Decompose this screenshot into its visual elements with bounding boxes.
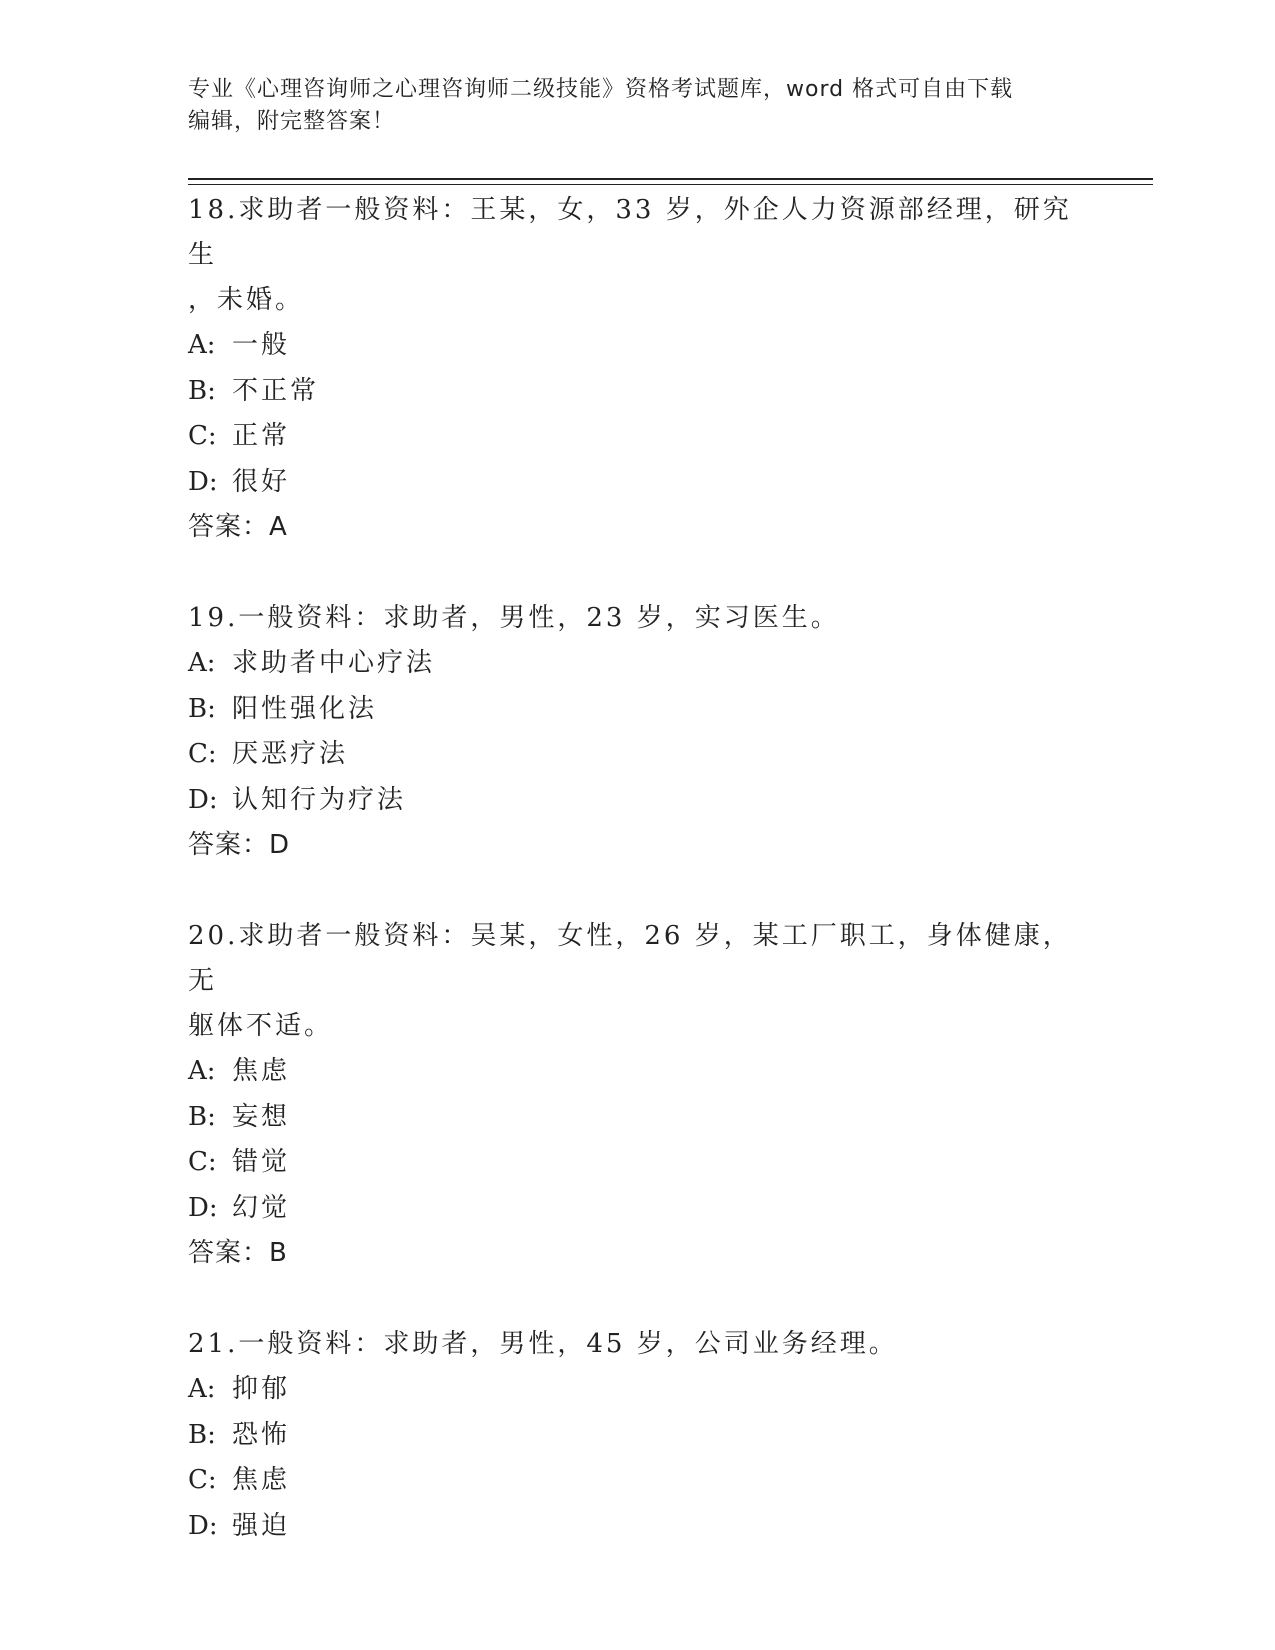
option-key: A: xyxy=(188,330,216,360)
option-c xyxy=(188,414,1088,460)
question-stem-line: 躯体不适。 xyxy=(188,1011,334,1041)
question-stem-line: 19.一般资料：求助者，男性，23 岁，实习医生。 xyxy=(188,603,840,633)
option-a xyxy=(188,1367,1088,1413)
option-d xyxy=(188,1186,1088,1232)
answer-line: 答案：B xyxy=(188,1238,288,1268)
question-stem xyxy=(188,914,1088,1049)
option-text: 焦虑 xyxy=(232,1056,291,1086)
option-d xyxy=(188,778,1088,824)
option-d xyxy=(188,460,1088,506)
question-19 xyxy=(188,596,1088,868)
option-a xyxy=(188,1049,1088,1095)
option-key: A: xyxy=(188,1374,216,1404)
option-text: 认知行为疗法 xyxy=(232,784,407,815)
header-divider-thin xyxy=(188,184,1153,185)
header-line-1: 专业《心理咨询师之心理咨询师二级技能》资格考试题库，word 格式可自由下载 xyxy=(188,77,1014,102)
option-key: B: xyxy=(188,1419,216,1450)
question-stem xyxy=(188,188,1088,323)
option-key: A: xyxy=(188,1056,216,1086)
option-text: 妄想 xyxy=(232,1101,291,1132)
option-key: B: xyxy=(188,375,216,406)
option-text: 恐怖 xyxy=(232,1419,291,1450)
option-key: C: xyxy=(188,1147,217,1177)
option-key: D: xyxy=(188,466,218,497)
option-text: 厌恶疗法 xyxy=(232,739,349,769)
option-key: B: xyxy=(188,1101,216,1132)
option-text: 阳性强化法 xyxy=(232,693,378,724)
option-c xyxy=(188,732,1088,778)
option-key: D: xyxy=(188,1192,218,1223)
question-stem xyxy=(188,1322,1088,1367)
option-a xyxy=(188,323,1088,369)
header-line-2: 编辑，附完整答案！ xyxy=(188,109,396,134)
option-b xyxy=(188,687,1088,733)
option-text: 一般 xyxy=(232,330,291,360)
question-stem-line: 21.一般资料：求助者，男性，45 岁，公司业务经理。 xyxy=(188,1329,898,1359)
option-key: B: xyxy=(188,693,216,724)
option-c xyxy=(188,1458,1088,1504)
answer-line: 答案：A xyxy=(188,512,288,542)
question-stem-line: 18.求助者一般资料：王某，女，33 岁，外企人力资源部经理，研究生 xyxy=(188,195,1072,270)
option-c xyxy=(188,1140,1088,1186)
option-text: 幻觉 xyxy=(232,1192,291,1223)
option-text: 焦虑 xyxy=(232,1465,291,1495)
option-key: D: xyxy=(188,784,218,815)
option-text: 正常 xyxy=(232,421,291,451)
question-21 xyxy=(188,1322,1088,1549)
option-key: A: xyxy=(188,648,216,678)
option-text: 强迫 xyxy=(232,1510,291,1541)
option-text: 抑郁 xyxy=(232,1374,291,1404)
option-key: C: xyxy=(188,739,217,769)
question-stem-line: ，未婚。 xyxy=(188,285,305,315)
question-18 xyxy=(188,188,1088,550)
option-text: 错觉 xyxy=(232,1147,291,1177)
option-b xyxy=(188,1413,1088,1459)
question-stem xyxy=(188,596,1088,641)
option-key: C: xyxy=(188,421,217,451)
answer-line: 答案：D xyxy=(188,830,291,860)
option-a xyxy=(188,641,1088,687)
question-list xyxy=(188,188,1088,1595)
question-20 xyxy=(188,914,1088,1276)
document-header xyxy=(188,74,1068,138)
option-b xyxy=(188,1095,1088,1141)
option-b xyxy=(188,369,1088,415)
question-stem-line: 20.求助者一般资料：吴某，女性，26 岁，某工厂职工，身体健康，无 xyxy=(188,921,1072,996)
option-text: 不正常 xyxy=(232,375,320,406)
header-divider-thick xyxy=(188,178,1153,180)
option-text: 求助者中心疗法 xyxy=(232,648,436,678)
option-d xyxy=(188,1504,1088,1550)
option-text: 很好 xyxy=(232,466,291,497)
option-key: D: xyxy=(188,1510,218,1541)
option-key: C: xyxy=(188,1465,217,1495)
